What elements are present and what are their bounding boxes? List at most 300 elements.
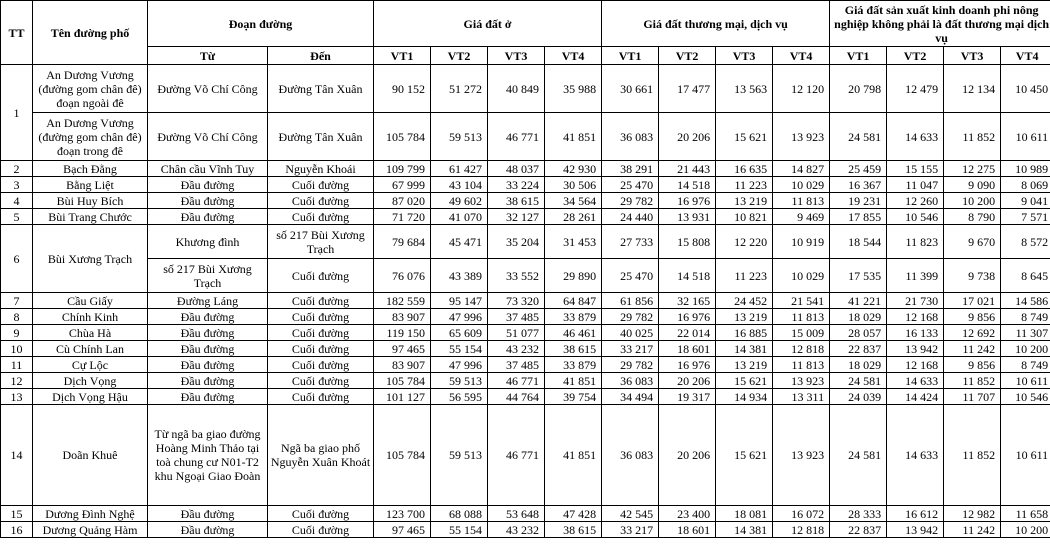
cell-residential-vt1: 87 020 [374, 193, 431, 209]
cell-residential-vt1: 97 465 [374, 341, 431, 357]
cell-nonagri-vt2: 12 479 [887, 65, 944, 113]
cell-commercial-vt2: 20 206 [659, 405, 716, 506]
header-vt2: VT2 [431, 47, 488, 65]
cell-residential-vt1: 76 076 [374, 259, 431, 293]
cell-nonagri-vt4: 8 645 [1001, 259, 1050, 293]
cell-nonagri-vt2: 14 633 [887, 113, 944, 161]
cell-commercial-vt1: 25 470 [602, 177, 659, 193]
cell-residential-vt4: 41 851 [545, 373, 602, 389]
row-to: Cuối đường [268, 293, 374, 309]
cell-commercial-vt4: 11 813 [773, 357, 830, 373]
row-from: Đầu đường [148, 373, 268, 389]
cell-residential-vt4: 41 851 [545, 405, 602, 506]
row-from: Đầu đường [148, 522, 268, 538]
cell-nonagri-vt1: 24 581 [830, 405, 887, 506]
cell-residential-vt2: 59 513 [431, 405, 488, 506]
row-to: Cuối đường [268, 389, 374, 405]
header-segment: Đoạn đường [148, 1, 374, 47]
cell-nonagri-vt1: 25 459 [830, 161, 887, 177]
row-street-name: Bằng Liệt [33, 177, 148, 193]
cell-nonagri-vt1: 19 231 [830, 193, 887, 209]
cell-residential-vt4: 42 930 [545, 161, 602, 177]
row-to: Cuối đường [268, 325, 374, 341]
cell-nonagri-vt1: 41 221 [830, 293, 887, 309]
cell-commercial-vt3: 15 621 [716, 373, 773, 389]
cell-residential-vt1: 109 799 [374, 161, 431, 177]
cell-commercial-vt3: 14 381 [716, 522, 773, 538]
header-vt4: VT4 [773, 47, 830, 65]
cell-residential-vt1: 83 907 [374, 357, 431, 373]
row-from: Đầu đường [148, 341, 268, 357]
header-nonagri: Giá đất sản xuất kinh doanh phi nông nghiệp không phải là đất thương mại dịch vụ [830, 1, 1050, 47]
header-vt3: VT3 [488, 47, 545, 65]
cell-residential-vt4: 35 988 [545, 65, 602, 113]
row-tt: 13 [1, 389, 33, 405]
cell-residential-vt1: 105 784 [374, 373, 431, 389]
row-from: Đầu đường [148, 357, 268, 373]
cell-residential-vt3: 40 849 [488, 65, 545, 113]
table-row [1, 209, 1050, 225]
row-from: Chân cầu Vĩnh Tuy [148, 161, 268, 177]
cell-residential-vt4: 28 261 [545, 209, 602, 225]
cell-nonagri-vt3: 12 982 [944, 506, 1001, 522]
row-tt: 11 [1, 357, 33, 373]
header-residential: Giá đất ở [374, 1, 602, 47]
row-from: Đầu đường [148, 506, 268, 522]
cell-residential-vt2: 59 513 [431, 113, 488, 161]
table-row [1, 225, 1050, 259]
cell-residential-vt2: 43 389 [431, 259, 488, 293]
row-street-name: An Dương Vương (đường gom chân đê) đoạn trong đê [33, 113, 148, 161]
cell-residential-vt2: 45 471 [431, 225, 488, 259]
cell-commercial-vt4: 11 813 [773, 193, 830, 209]
row-to: Cuối đường [268, 193, 374, 209]
row-tt: 7 [1, 293, 33, 309]
table-row [1, 405, 1050, 506]
cell-nonagri-vt2: 11 823 [887, 225, 944, 259]
cell-commercial-vt2: 14 518 [659, 177, 716, 193]
row-tt: 15 [1, 506, 33, 522]
cell-commercial-vt2: 16 976 [659, 193, 716, 209]
cell-nonagri-vt3: 11 707 [944, 389, 1001, 405]
row-tt: 8 [1, 309, 33, 325]
table-row [1, 389, 1050, 405]
table-row [1, 65, 1050, 113]
cell-residential-vt4: 64 847 [545, 293, 602, 309]
cell-nonagri-vt2: 21 730 [887, 293, 944, 309]
row-tt: 10 [1, 341, 33, 357]
cell-residential-vt3: 46 771 [488, 113, 545, 161]
cell-commercial-vt3: 13 219 [716, 357, 773, 373]
cell-nonagri-vt1: 16 367 [830, 177, 887, 193]
cell-commercial-vt3: 14 381 [716, 341, 773, 357]
cell-commercial-vt3: 16 885 [716, 325, 773, 341]
cell-commercial-vt2: 21 443 [659, 161, 716, 177]
cell-commercial-vt1: 42 545 [602, 506, 659, 522]
row-street-name: Bùi Huy Bích [33, 193, 148, 209]
cell-residential-vt2: 61 427 [431, 161, 488, 177]
row-street-name: Cầu Giấy [33, 293, 148, 309]
cell-residential-vt3: 37 485 [488, 309, 545, 325]
row-from: Đường Võ Chí Công [148, 65, 268, 113]
cell-residential-vt2: 49 602 [431, 193, 488, 209]
table-row [1, 522, 1050, 538]
cell-nonagri-vt1: 28 057 [830, 325, 887, 341]
cell-nonagri-vt4: 11 307 [1001, 325, 1050, 341]
row-from: Từ ngã ba giao đường Hoàng Minh Thảo tại toà chung cư N01-T2 khu Ngoại Giao Đoàn [148, 405, 268, 506]
cell-nonagri-vt2: 12 168 [887, 357, 944, 373]
cell-commercial-vt3: 14 934 [716, 389, 773, 405]
cell-commercial-vt4: 10 919 [773, 225, 830, 259]
cell-commercial-vt1: 29 782 [602, 309, 659, 325]
cell-residential-vt2: 47 996 [431, 309, 488, 325]
cell-commercial-vt3: 15 621 [716, 113, 773, 161]
row-street-name: Dịch Vọng [33, 373, 148, 389]
header-vt2: VT2 [659, 47, 716, 65]
header-commercial: Giá đất thương mại, dịch vụ [602, 1, 830, 47]
cell-residential-vt1: 83 907 [374, 309, 431, 325]
cell-nonagri-vt4: 7 571 [1001, 209, 1050, 225]
cell-residential-vt1: 119 150 [374, 325, 431, 341]
cell-residential-vt4: 34 564 [545, 193, 602, 209]
cell-nonagri-vt2: 13 942 [887, 522, 944, 538]
cell-commercial-vt1: 61 856 [602, 293, 659, 309]
cell-nonagri-vt4: 8 069 [1001, 177, 1050, 193]
cell-residential-vt3: 33 224 [488, 177, 545, 193]
cell-commercial-vt4: 12 120 [773, 65, 830, 113]
table-row [1, 325, 1050, 341]
cell-nonagri-vt3: 11 242 [944, 341, 1001, 357]
cell-commercial-vt1: 24 440 [602, 209, 659, 225]
cell-nonagri-vt3: 9 856 [944, 357, 1001, 373]
cell-commercial-vt4: 15 009 [773, 325, 830, 341]
table-row [1, 177, 1050, 193]
cell-commercial-vt2: 16 976 [659, 309, 716, 325]
cell-residential-vt2: 59 513 [431, 373, 488, 389]
cell-nonagri-vt4: 10 546 [1001, 389, 1050, 405]
row-to: Cuối đường [268, 373, 374, 389]
cell-commercial-vt3: 13 563 [716, 65, 773, 113]
cell-nonagri-vt1: 24 581 [830, 113, 887, 161]
cell-commercial-vt2: 15 808 [659, 225, 716, 259]
cell-nonagri-vt2: 13 942 [887, 341, 944, 357]
cell-commercial-vt4: 13 923 [773, 113, 830, 161]
cell-commercial-vt2: 20 206 [659, 373, 716, 389]
cell-commercial-vt2: 13 931 [659, 209, 716, 225]
row-to: Đường Tân Xuân [268, 113, 374, 161]
header-tt: TT [1, 1, 33, 65]
row-street-name: Cự Lộc [33, 357, 148, 373]
row-tt: 1 [1, 65, 33, 161]
cell-nonagri-vt3: 12 692 [944, 325, 1001, 341]
row-to: Cuối đường [268, 341, 374, 357]
cell-residential-vt2: 43 104 [431, 177, 488, 193]
header-vt1: VT1 [602, 47, 659, 65]
cell-residential-vt2: 56 595 [431, 389, 488, 405]
cell-nonagri-vt3: 11 242 [944, 522, 1001, 538]
row-to: Đường Tân Xuân [268, 65, 374, 113]
row-from: Đầu đường [148, 389, 268, 405]
table-header [1, 1, 1050, 65]
row-from: Khương đình [148, 225, 268, 259]
cell-residential-vt3: 37 485 [488, 357, 545, 373]
cell-commercial-vt1: 33 217 [602, 341, 659, 357]
cell-commercial-vt3: 11 223 [716, 259, 773, 293]
cell-commercial-vt2: 32 165 [659, 293, 716, 309]
cell-nonagri-vt3: 17 021 [944, 293, 1001, 309]
cell-residential-vt4: 39 754 [545, 389, 602, 405]
header-vt4: VT4 [1001, 47, 1050, 65]
row-tt: 3 [1, 177, 33, 193]
cell-residential-vt3: 33 552 [488, 259, 545, 293]
cell-commercial-vt4: 10 029 [773, 259, 830, 293]
row-to: Cuối đường [268, 259, 374, 293]
cell-residential-vt3: 32 127 [488, 209, 545, 225]
row-from: số 217 Bùi Xương Trạch [148, 259, 268, 293]
cell-residential-vt2: 95 147 [431, 293, 488, 309]
row-tt: 12 [1, 373, 33, 389]
cell-commercial-vt2: 20 206 [659, 113, 716, 161]
row-tt: 4 [1, 193, 33, 209]
cell-nonagri-vt1: 18 029 [830, 309, 887, 325]
cell-nonagri-vt4: 10 611 [1001, 405, 1050, 506]
table-row [1, 309, 1050, 325]
cell-nonagri-vt1: 24 039 [830, 389, 887, 405]
cell-commercial-vt2: 14 518 [659, 259, 716, 293]
header-vt4: VT4 [545, 47, 602, 65]
row-from: Đầu đường [148, 193, 268, 209]
cell-nonagri-vt4: 10 611 [1001, 373, 1050, 389]
cell-commercial-vt2: 18 601 [659, 341, 716, 357]
cell-residential-vt3: 44 764 [488, 389, 545, 405]
cell-nonagri-vt2: 10 546 [887, 209, 944, 225]
cell-commercial-vt2: 17 477 [659, 65, 716, 113]
cell-commercial-vt1: 36 083 [602, 405, 659, 506]
cell-commercial-vt1: 33 217 [602, 522, 659, 538]
cell-residential-vt4: 41 851 [545, 113, 602, 161]
cell-nonagri-vt1: 17 535 [830, 259, 887, 293]
cell-residential-vt1: 67 999 [374, 177, 431, 193]
row-street-name: Doãn Khuê [33, 405, 148, 506]
cell-nonagri-vt2: 12 168 [887, 309, 944, 325]
cell-commercial-vt3: 16 635 [716, 161, 773, 177]
cell-commercial-vt3: 10 821 [716, 209, 773, 225]
cell-nonagri-vt3: 9 090 [944, 177, 1001, 193]
cell-nonagri-vt4: 8 749 [1001, 309, 1050, 325]
cell-nonagri-vt4: 10 989 [1001, 161, 1050, 177]
row-street-name: Dương Đình Nghệ [33, 506, 148, 522]
row-street-name: Bùi Trang Chước [33, 209, 148, 225]
cell-nonagri-vt2: 14 633 [887, 405, 944, 506]
row-to: Cuối đường [268, 506, 374, 522]
cell-nonagri-vt2: 11 047 [887, 177, 944, 193]
cell-residential-vt1: 105 784 [374, 405, 431, 506]
row-street-name: An Dương Vương (đường gom chân đê) đoạn ngoài đê [33, 65, 148, 113]
row-to: Cuối đường [268, 309, 374, 325]
cell-residential-vt4: 33 879 [545, 357, 602, 373]
row-tt: 16 [1, 522, 33, 538]
row-street-name: Bạch Đằng [33, 161, 148, 177]
header-vt1: VT1 [830, 47, 887, 65]
cell-residential-vt3: 46 771 [488, 405, 545, 506]
cell-nonagri-vt2: 14 633 [887, 373, 944, 389]
cell-commercial-vt4: 10 029 [773, 177, 830, 193]
row-street-name: Bùi Xương Trạch [33, 225, 148, 293]
cell-residential-vt2: 55 154 [431, 341, 488, 357]
cell-commercial-vt3: 24 452 [716, 293, 773, 309]
cell-residential-vt2: 41 070 [431, 209, 488, 225]
row-tt: 2 [1, 161, 33, 177]
cell-residential-vt3: 46 771 [488, 373, 545, 389]
cell-commercial-vt3: 15 621 [716, 405, 773, 506]
header-vt2: VT2 [887, 47, 944, 65]
cell-residential-vt1: 97 465 [374, 522, 431, 538]
cell-commercial-vt1: 40 025 [602, 325, 659, 341]
cell-residential-vt3: 73 320 [488, 293, 545, 309]
cell-residential-vt2: 65 609 [431, 325, 488, 341]
cell-residential-vt4: 47 428 [545, 506, 602, 522]
row-tt: 5 [1, 209, 33, 225]
row-from: Đầu đường [148, 209, 268, 225]
cell-residential-vt3: 43 232 [488, 522, 545, 538]
cell-nonagri-vt2: 16 612 [887, 506, 944, 522]
cell-commercial-vt4: 14 827 [773, 161, 830, 177]
cell-nonagri-vt4: 9 041 [1001, 193, 1050, 209]
cell-commercial-vt4: 12 818 [773, 341, 830, 357]
header-vt3: VT3 [944, 47, 1001, 65]
row-street-name: Chính Kinh [33, 309, 148, 325]
cell-residential-vt2: 47 996 [431, 357, 488, 373]
cell-residential-vt4: 38 615 [545, 522, 602, 538]
cell-commercial-vt2: 18 601 [659, 522, 716, 538]
row-tt: 6 [1, 225, 33, 293]
cell-nonagri-vt4: 10 200 [1001, 522, 1050, 538]
cell-commercial-vt4: 21 541 [773, 293, 830, 309]
cell-nonagri-vt4: 8 572 [1001, 225, 1050, 259]
cell-nonagri-vt1: 24 581 [830, 373, 887, 389]
cell-commercial-vt3: 18 081 [716, 506, 773, 522]
row-to: Cuối đường [268, 177, 374, 193]
table-row [1, 113, 1050, 161]
cell-residential-vt4: 31 453 [545, 225, 602, 259]
cell-residential-vt1: 79 684 [374, 225, 431, 259]
cell-residential-vt4: 46 461 [545, 325, 602, 341]
header-vt1: VT1 [374, 47, 431, 65]
row-to: số 217 Bùi Xương Trạch [268, 225, 374, 259]
row-to: Ngã ba giao phố Nguyễn Xuân Khoát [268, 405, 374, 506]
table-row [1, 293, 1050, 309]
cell-nonagri-vt2: 11 399 [887, 259, 944, 293]
row-street-name: Chùa Hà [33, 325, 148, 341]
cell-nonagri-vt1: 17 855 [830, 209, 887, 225]
cell-residential-vt3: 38 615 [488, 193, 545, 209]
cell-commercial-vt1: 36 083 [602, 113, 659, 161]
header-street-name: Tên đường phố [33, 1, 148, 65]
row-to: Cuối đường [268, 357, 374, 373]
cell-commercial-vt2: 19 317 [659, 389, 716, 405]
row-street-name: Dương Quảng Hàm [33, 522, 148, 538]
cell-residential-vt4: 29 890 [545, 259, 602, 293]
cell-residential-vt1: 105 784 [374, 113, 431, 161]
cell-nonagri-vt1: 22 837 [830, 341, 887, 357]
table-row [1, 161, 1050, 177]
cell-commercial-vt1: 34 494 [602, 389, 659, 405]
table-row [1, 506, 1050, 522]
cell-residential-vt1: 182 559 [374, 293, 431, 309]
cell-residential-vt3: 53 648 [488, 506, 545, 522]
cell-commercial-vt4: 16 072 [773, 506, 830, 522]
cell-nonagri-vt3: 11 852 [944, 373, 1001, 389]
cell-nonagri-vt3: 11 852 [944, 113, 1001, 161]
cell-nonagri-vt4: 10 200 [1001, 341, 1050, 357]
cell-nonagri-vt3: 11 852 [944, 405, 1001, 506]
table-row [1, 341, 1050, 357]
cell-nonagri-vt1: 20 798 [830, 65, 887, 113]
cell-commercial-vt1: 29 782 [602, 193, 659, 209]
cell-commercial-vt4: 13 311 [773, 389, 830, 405]
cell-residential-vt1: 123 700 [374, 506, 431, 522]
cell-commercial-vt3: 13 219 [716, 309, 773, 325]
cell-nonagri-vt2: 14 424 [887, 389, 944, 405]
row-from: Đầu đường [148, 177, 268, 193]
header-from: Từ [148, 47, 268, 65]
cell-residential-vt4: 38 615 [545, 341, 602, 357]
row-tt: 9 [1, 325, 33, 341]
table-row [1, 193, 1050, 209]
cell-nonagri-vt3: 9 670 [944, 225, 1001, 259]
cell-nonagri-vt4: 10 450 [1001, 65, 1050, 113]
cell-commercial-vt2: 22 014 [659, 325, 716, 341]
cell-residential-vt3: 51 077 [488, 325, 545, 341]
table-row [1, 259, 1050, 293]
cell-nonagri-vt3: 8 790 [944, 209, 1001, 225]
cell-nonagri-vt3: 12 275 [944, 161, 1001, 177]
cell-residential-vt3: 43 232 [488, 341, 545, 357]
row-to: Cuối đường [268, 209, 374, 225]
cell-nonagri-vt1: 18 544 [830, 225, 887, 259]
cell-commercial-vt1: 38 291 [602, 161, 659, 177]
cell-residential-vt2: 55 154 [431, 522, 488, 538]
table-row [1, 373, 1050, 389]
cell-commercial-vt1: 29 782 [602, 357, 659, 373]
cell-commercial-vt1: 25 470 [602, 259, 659, 293]
cell-commercial-vt1: 36 083 [602, 373, 659, 389]
row-tt: 14 [1, 405, 33, 506]
cell-commercial-vt4: 13 923 [773, 373, 830, 389]
cell-nonagri-vt4: 10 611 [1001, 113, 1050, 161]
cell-residential-vt3: 35 204 [488, 225, 545, 259]
cell-nonagri-vt2: 15 155 [887, 161, 944, 177]
cell-commercial-vt3: 13 219 [716, 193, 773, 209]
cell-commercial-vt3: 11 223 [716, 177, 773, 193]
cell-nonagri-vt4: 8 749 [1001, 357, 1050, 373]
cell-residential-vt2: 51 272 [431, 65, 488, 113]
cell-commercial-vt3: 12 220 [716, 225, 773, 259]
cell-nonagri-vt2: 16 133 [887, 325, 944, 341]
row-street-name: Dịch Vọng Hậu [33, 389, 148, 405]
cell-residential-vt3: 48 037 [488, 161, 545, 177]
row-from: Đường Láng [148, 293, 268, 309]
table-row [1, 357, 1050, 373]
row-to: Cuối đường [268, 522, 374, 538]
cell-nonagri-vt1: 18 029 [830, 357, 887, 373]
cell-residential-vt1: 71 720 [374, 209, 431, 225]
cell-commercial-vt4: 12 818 [773, 522, 830, 538]
cell-commercial-vt2: 16 976 [659, 357, 716, 373]
cell-nonagri-vt3: 12 134 [944, 65, 1001, 113]
cell-nonagri-vt3: 10 200 [944, 193, 1001, 209]
cell-nonagri-vt4: 14 586 [1001, 293, 1050, 309]
